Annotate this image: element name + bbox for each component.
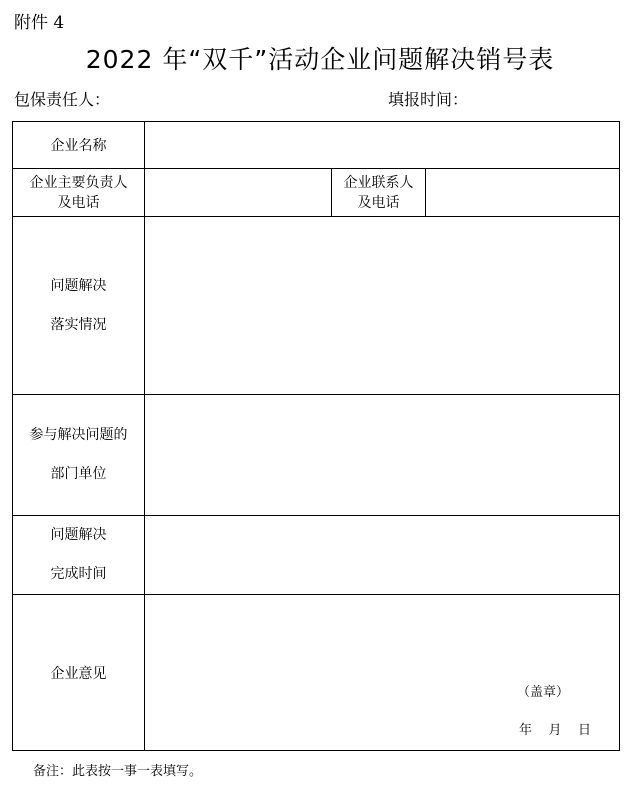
completion-field[interactable] — [145, 516, 620, 595]
completion-label-line1: 问题解决 — [50, 527, 107, 543]
contact-field[interactable] — [426, 169, 620, 217]
principal-label — [13, 169, 145, 217]
company-name-field[interactable] — [145, 122, 620, 169]
annex-label: 附件 4 — [14, 13, 65, 33]
principal-label-line1: 企业主要负责人 — [29, 174, 128, 191]
implementation-label-line1: 问题解决 — [50, 277, 107, 294]
responsible-person-label: 包保责任人： — [14, 90, 111, 109]
principal-label-line2: 及电话 — [57, 194, 100, 211]
departments-field[interactable] — [145, 395, 620, 516]
departments-label-line1: 参与解决问题的 — [29, 427, 128, 443]
opinion-field[interactable] — [145, 595, 620, 751]
implementation-field[interactable] — [145, 217, 620, 395]
completion-label — [13, 516, 145, 595]
opinion-label: 企业意见 — [13, 595, 145, 751]
implementation-label-line2: 落实情况 — [50, 316, 107, 333]
principal-field[interactable] — [145, 169, 332, 217]
fill-date-label: 填报时间： — [388, 90, 469, 109]
date-text: 年 月 日 — [518, 723, 592, 738]
completion-label-line2: 完成时间 — [50, 566, 107, 582]
contact-label — [332, 169, 426, 217]
implementation-label — [13, 217, 145, 395]
footer-note: 备注：此表按一事一表填写。 — [33, 764, 203, 779]
departments-label-line2: 部门单位 — [50, 466, 107, 482]
seal-text: （盖章） — [517, 685, 570, 700]
contact-label-line2: 及电话 — [357, 194, 400, 211]
company-name-label: 企业名称 — [13, 122, 145, 169]
departments-label — [13, 395, 145, 516]
contact-label-line1: 企业联系人 — [343, 174, 414, 191]
page-title: 2022 年“双千”活动企业问题解决销号表 — [85, 45, 555, 74]
resolution-form-table — [12, 121, 620, 751]
